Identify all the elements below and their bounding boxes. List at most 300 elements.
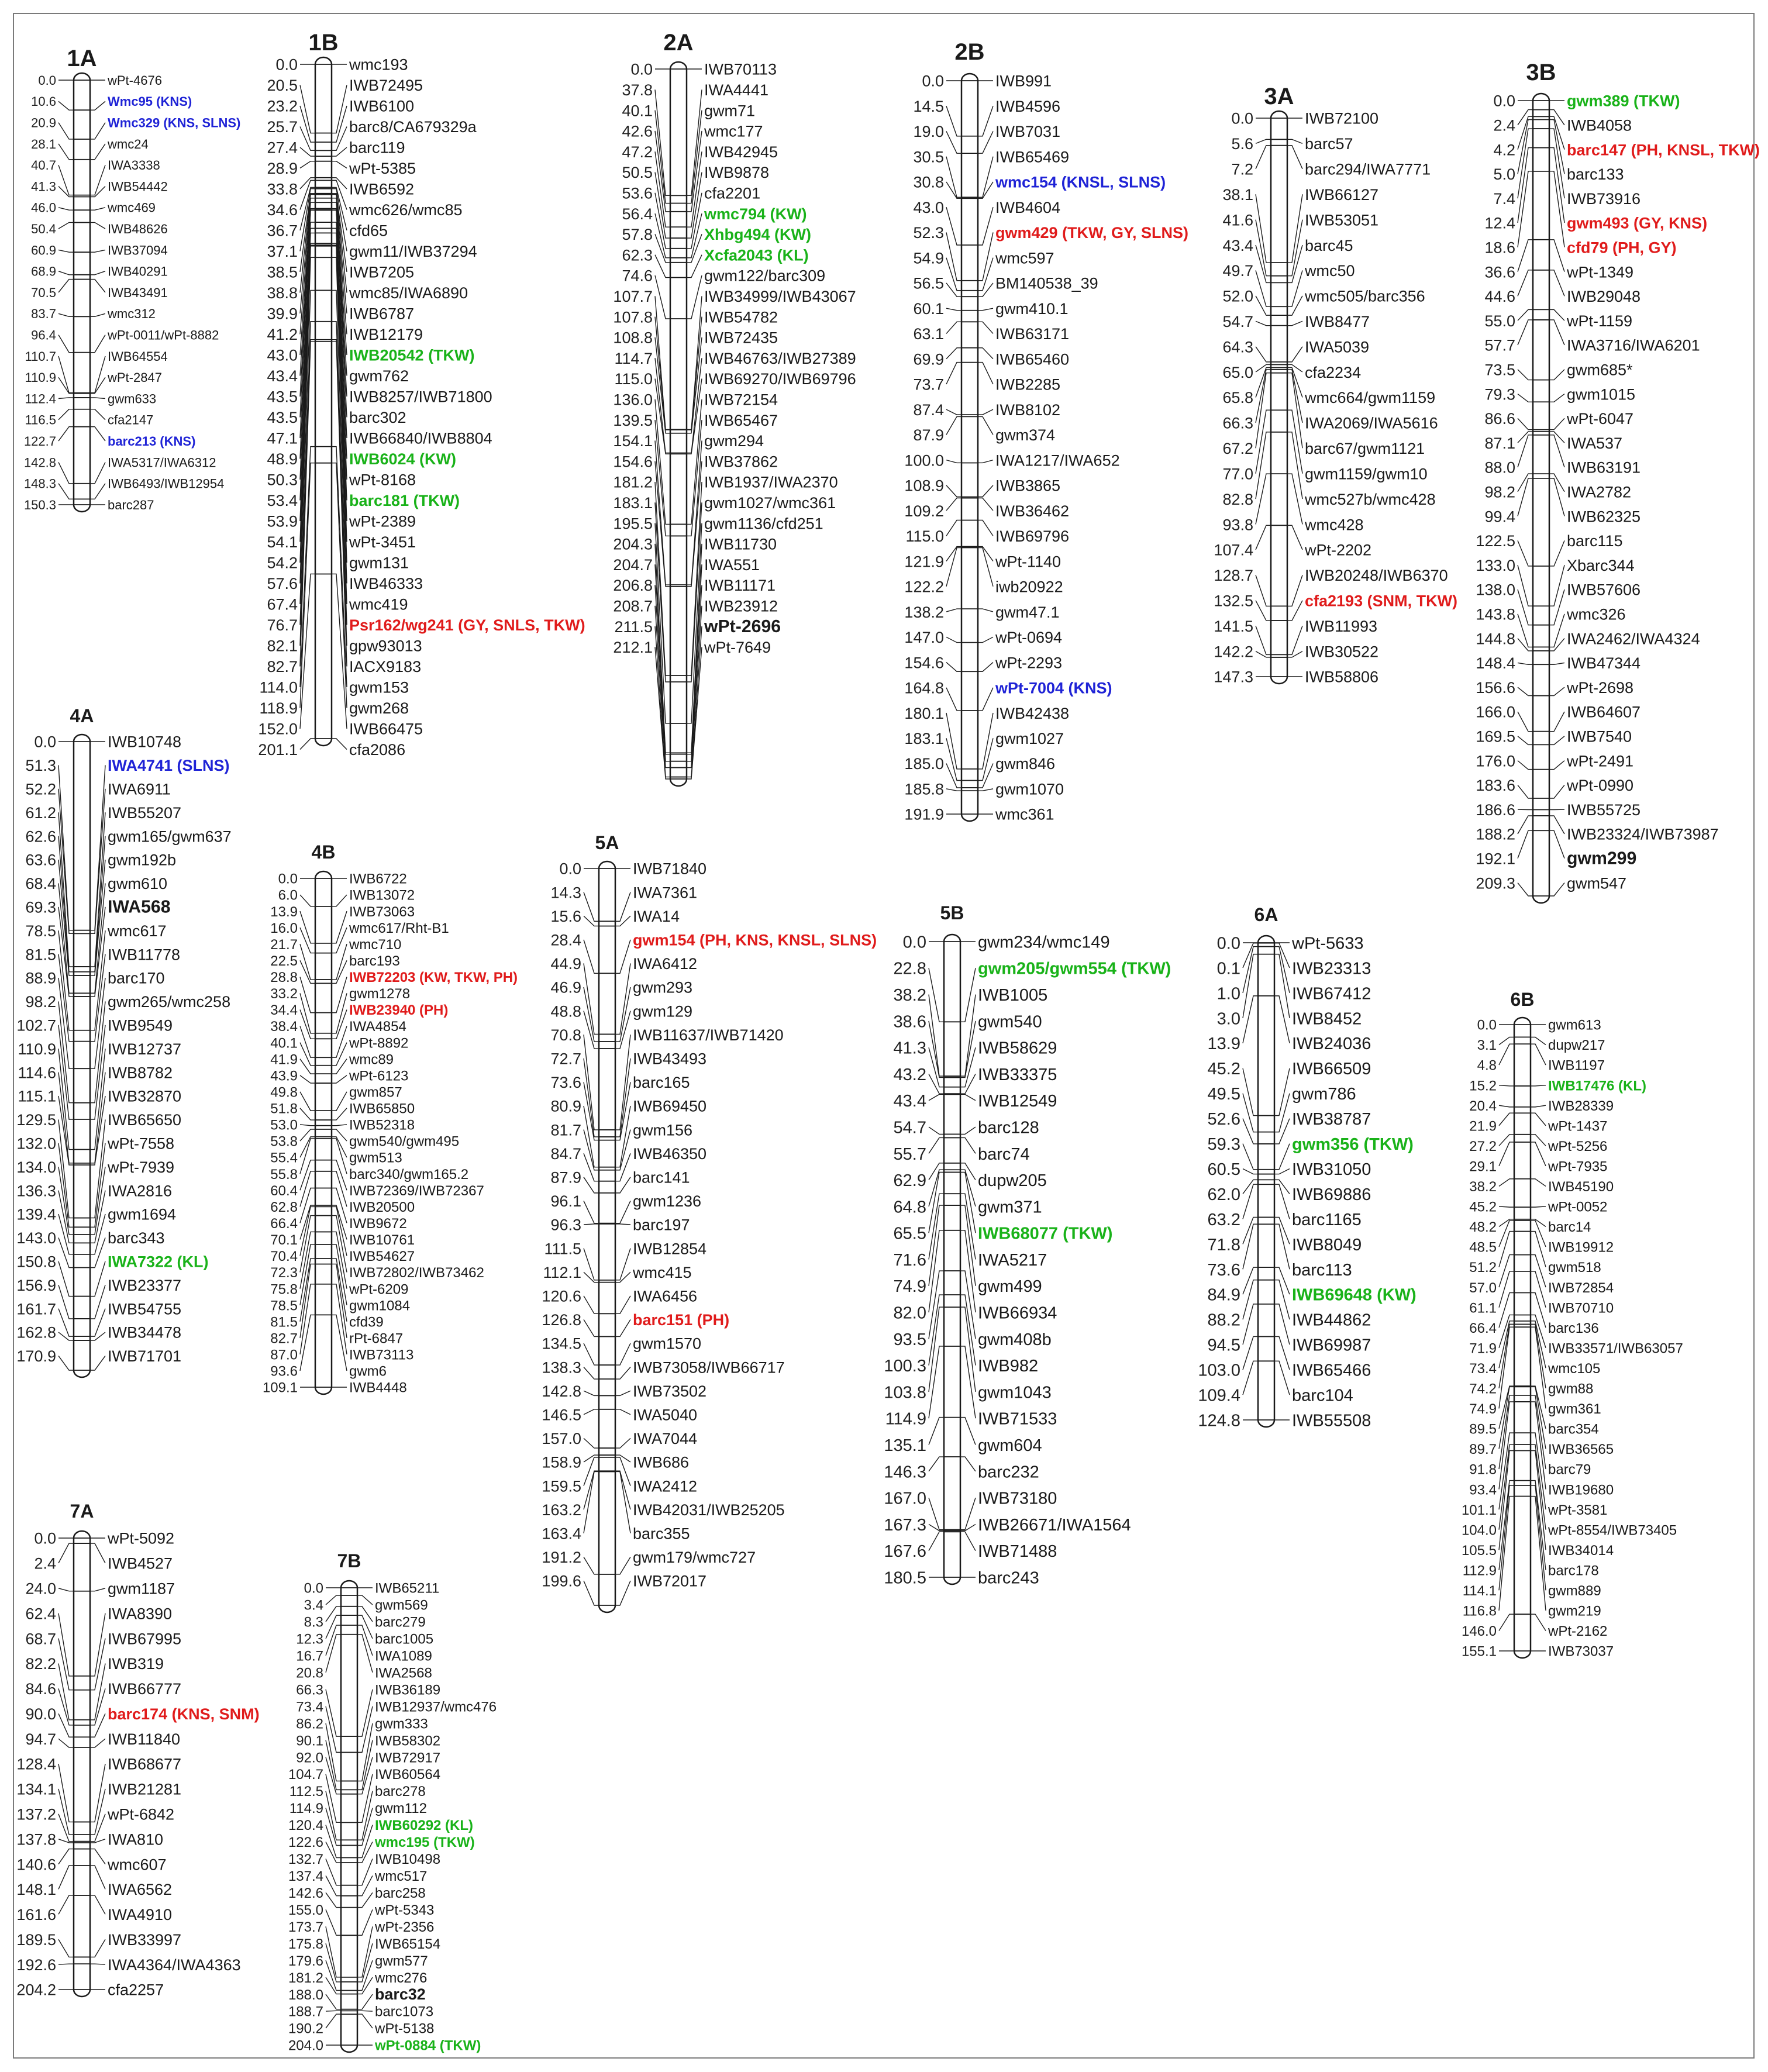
position-connector	[584, 1343, 599, 1365]
position-connector	[300, 85, 315, 133]
marker-position: 47.2	[622, 143, 653, 161]
label-connector	[978, 207, 993, 245]
position-connector	[1499, 1142, 1514, 1166]
marker-position: 86.6	[1484, 410, 1515, 428]
position-connector	[58, 1939, 74, 1957]
marker-position: 132.5	[1214, 592, 1253, 610]
label-connector	[615, 1557, 630, 1574]
marker-label: wPt-0990	[1567, 777, 1634, 795]
marker-position: 30.8	[913, 173, 944, 191]
marker-position: 81.5	[25, 946, 56, 964]
marker-label: IWA6456	[633, 1287, 698, 1305]
marker-label: IWB54442	[108, 179, 168, 194]
label-connector	[90, 1764, 105, 1822]
marker-label: wPt-8554/IWB73405	[1548, 1522, 1677, 1539]
label-connector	[90, 462, 105, 483]
label-connector	[90, 427, 105, 441]
marker-position: 122.5	[1476, 532, 1515, 550]
marker-position: 62.3	[622, 246, 653, 264]
marker-position: 8.3	[304, 1614, 323, 1630]
marker-label: IWB43493	[633, 1050, 707, 1068]
position-connector	[300, 1010, 315, 1039]
marker-label: IWB11171	[704, 577, 776, 595]
marker-label: IWB20248/IWB6370	[1305, 567, 1448, 585]
marker-label: gwm129	[633, 1002, 693, 1021]
label-connector	[615, 1296, 630, 1314]
marker-label: wPt-2491	[1567, 752, 1634, 770]
marker-position: 50.5	[622, 164, 653, 182]
marker-label: IWB73037	[1548, 1643, 1614, 1660]
marker-label: IWB8257/IWB71800	[349, 388, 492, 406]
marker-position: 122.2	[904, 578, 944, 596]
label-connector	[960, 1457, 976, 1471]
marker-label: gwm88	[1548, 1381, 1594, 1397]
marker-position: 72.3	[270, 1265, 298, 1281]
marker-label: IWA7322 (KL)	[108, 1253, 209, 1271]
marker-label: wmc664/gwm1159	[1305, 389, 1436, 407]
marker-label: wPt-1349	[1567, 263, 1634, 281]
marker-position: 43.2	[893, 1065, 926, 1084]
marker-label: wmc154 (KNSL, SLNS)	[995, 173, 1166, 191]
label-connector	[615, 1455, 630, 1462]
marker-label: IWB23940 (PH)	[349, 1002, 449, 1019]
marker-position: 66.3	[1222, 414, 1253, 432]
marker-label: gwm371	[978, 1198, 1042, 1217]
marker-label: barc181 (TKW)	[349, 492, 460, 510]
marker-label: barc115	[1567, 532, 1623, 550]
marker-position: 54.7	[1222, 312, 1253, 330]
position-connector	[326, 1909, 341, 1935]
marker-label: gwm361	[1548, 1401, 1601, 1418]
marker-position: 44.6	[1484, 288, 1515, 306]
position-connector	[300, 928, 315, 953]
marker-position: 13.9	[270, 904, 298, 920]
marker-label: barc8/CA679329a	[349, 118, 477, 136]
marker-label: IWB11840	[108, 1730, 181, 1748]
marker-position: 0.0	[1216, 934, 1240, 953]
marker-label: wPt-7649	[704, 639, 771, 657]
marker-label: IACX9183	[349, 658, 422, 676]
label-connector	[1287, 474, 1302, 524]
label-connector	[1274, 1094, 1290, 1132]
marker-gwm410-1	[913, 300, 1068, 318]
chromosome-bar	[1533, 94, 1549, 903]
label-connector	[90, 250, 105, 252]
marker-label: IWB71533	[978, 1409, 1057, 1429]
marker-position: 147.3	[1214, 668, 1253, 686]
position-connector	[300, 739, 315, 750]
marker-wpt-5256	[1469, 1135, 1607, 1154]
chromosome-2b	[904, 39, 1188, 823]
marker-position: 2.4	[1493, 116, 1515, 135]
position-connector	[655, 131, 670, 212]
label-connector	[357, 1977, 373, 1994]
marker-label: wmc505/barc356	[1305, 287, 1425, 305]
position-connector	[1518, 394, 1533, 402]
marker-position: 40.1	[270, 1035, 298, 1051]
marker-position: 43.5	[267, 409, 298, 427]
marker-label: cfa2257	[108, 1981, 164, 1999]
marker-position: 136.0	[613, 391, 653, 409]
marker-position: 188.0	[288, 1987, 323, 2003]
marker-label: cfd79 (PH, GY)	[1567, 239, 1677, 257]
marker-position: 142.8	[23, 455, 56, 470]
position-connector	[1518, 687, 1533, 695]
marker-label: gwm268	[349, 699, 409, 718]
marker-position: 98.2	[25, 993, 56, 1011]
marker-label: gwm408b	[978, 1330, 1052, 1349]
position-connector	[946, 409, 961, 415]
marker-position: 111.5	[544, 1240, 581, 1258]
marker-label: wPt-5385	[349, 160, 416, 178]
position-connector	[300, 1129, 315, 1141]
marker-label: IWB73502	[633, 1382, 707, 1400]
marker-label: IWB43491	[108, 285, 168, 300]
marker-wmc312	[31, 306, 156, 321]
label-connector	[615, 1367, 630, 1379]
label-connector	[615, 1319, 630, 1336]
marker-position: 114.1	[1462, 1583, 1497, 1599]
marker-label: IWB9672	[349, 1215, 407, 1232]
marker-position: 43.4	[1222, 236, 1253, 254]
chromosome-title: 2A	[663, 30, 694, 56]
marker-label: Wmc95 (KNS)	[108, 94, 192, 109]
marker-position: 148.3	[23, 476, 56, 491]
marker-label: IWB30522	[1305, 643, 1379, 661]
position-connector	[300, 1108, 315, 1120]
marker-position: 87.9	[550, 1168, 581, 1187]
label-connector	[357, 1625, 373, 1656]
marker-iwb55508	[1198, 1411, 1371, 1430]
position-connector	[58, 144, 74, 160]
marker-label: gwm11/IWB37294	[349, 243, 477, 261]
marker-label: gwm165/gwm637	[108, 828, 232, 846]
position-connector	[655, 275, 670, 319]
marker-position: 53.0	[270, 1117, 298, 1133]
marker-cfd79-ph-gy	[1484, 171, 1676, 257]
chromosome-title: 6A	[1254, 904, 1278, 925]
marker-label: IWB65211	[375, 1580, 440, 1597]
position-connector	[58, 1663, 74, 1719]
marker-position: 49.5	[1207, 1085, 1240, 1104]
label-connector	[978, 232, 993, 280]
marker-position: 29.1	[1469, 1159, 1497, 1175]
label-connector	[1531, 1142, 1546, 1166]
marker-label: IWB71488	[978, 1542, 1057, 1561]
position-connector	[584, 1296, 599, 1314]
marker-position: 132.7	[288, 1852, 323, 1868]
marker-label: Xcfa2043 (KL)	[704, 246, 809, 264]
marker-position: 0.0	[34, 1529, 56, 1547]
marker-position: 74.9	[1469, 1401, 1497, 1418]
marker-label: IWB6100	[349, 97, 415, 115]
marker-position: 60.5	[1207, 1160, 1240, 1179]
marker-iwb63171	[913, 322, 1069, 343]
marker-position: 0.0	[38, 73, 56, 88]
marker-wpt-2293	[904, 654, 1062, 671]
marker-position: 137.2	[16, 1805, 56, 1823]
marker-position: 138.0	[1476, 581, 1515, 599]
marker-barc243	[884, 1568, 1039, 1587]
marker-iwb58806	[1214, 668, 1378, 686]
position-connector	[58, 409, 74, 420]
position-connector	[300, 1125, 315, 1126]
marker-label: IWB29048	[1567, 288, 1641, 306]
marker-position: 156.6	[1476, 678, 1515, 697]
marker-label: IWB65460	[995, 350, 1070, 368]
marker-position: 0.1	[1216, 959, 1240, 978]
marker-position: 161.6	[16, 1906, 56, 1924]
marker-label: IWB33997	[108, 1930, 182, 1949]
chromosome-bar	[944, 935, 960, 1584]
marker-position: 52.3	[913, 224, 944, 242]
marker-position: 188.7	[288, 2004, 323, 2020]
marker-position: 87.9	[913, 426, 944, 444]
marker-label: wPt-5633	[1292, 934, 1364, 953]
position-connector	[300, 1205, 315, 1239]
marker-gwm179-wmc727	[542, 1549, 756, 1574]
label-connector	[332, 1059, 347, 1074]
marker-label: gwm577	[375, 1953, 428, 1969]
marker-position: 48.8	[550, 1002, 581, 1021]
marker-label: IWA4910	[108, 1906, 173, 1924]
marker-position: 14.3	[550, 884, 581, 902]
marker-label: IWB36189	[375, 1682, 441, 1698]
marker-position: 43.5	[267, 388, 298, 406]
label-connector	[90, 1866, 105, 1890]
marker-gwm547	[1476, 874, 1626, 896]
marker-iwb23324-iwb73987	[1476, 816, 1718, 843]
position-connector	[584, 892, 599, 922]
marker-position: 0.0	[275, 56, 298, 74]
marker-label: barc104	[1292, 1386, 1353, 1405]
marker-label: IWB72854	[1548, 1280, 1614, 1296]
marker-position: 170.9	[16, 1347, 56, 1366]
marker-position: 93.5	[893, 1330, 926, 1349]
marker-position: 70.1	[270, 1232, 298, 1249]
marker-iwb4448	[263, 1380, 407, 1396]
marker-label: IWB66934	[978, 1304, 1057, 1323]
marker-position: 51.3	[25, 757, 56, 775]
position-connector	[58, 1849, 74, 1864]
marker-label: wPt-8168	[349, 471, 416, 489]
position-connector	[58, 1789, 74, 1835]
marker-position: 163.2	[542, 1501, 581, 1519]
position-connector	[58, 398, 74, 399]
label-connector	[978, 322, 993, 333]
marker-cfa2234	[1222, 364, 1361, 381]
marker-label: barc136	[1548, 1320, 1599, 1336]
label-connector	[1287, 220, 1302, 276]
marker-label: IWA2462/IWA4324	[1567, 630, 1700, 648]
label-connector	[332, 127, 347, 151]
marker-label: IWB46763/IWB27389	[704, 349, 856, 367]
label-connector	[90, 1588, 105, 1591]
marker-label: gwm131	[349, 554, 409, 572]
label-connector	[615, 1082, 630, 1140]
position-connector	[58, 427, 74, 441]
marker-label: gwm889	[1548, 1583, 1601, 1599]
position-connector	[1518, 785, 1533, 798]
marker-label: IWB44862	[1292, 1311, 1371, 1330]
marker-position: 62.8	[270, 1199, 298, 1215]
marker-position: 41.9	[270, 1051, 298, 1068]
marker-position: 27.4	[267, 139, 298, 157]
marker-label: gwm1043	[978, 1383, 1052, 1402]
marker-position: 52.0	[1222, 287, 1253, 305]
chromosome-bar	[315, 57, 332, 746]
marker-label: wmc195 (TKW)	[375, 1835, 475, 1851]
label-connector	[90, 165, 105, 195]
marker-label: gwm1570	[633, 1335, 702, 1353]
marker-position: 142.6	[288, 1885, 323, 1901]
marker-label: IWB58806	[1305, 668, 1379, 686]
marker-label: IWA4441	[704, 81, 769, 99]
marker-label: IWB19680	[1548, 1482, 1614, 1498]
marker-position: 124.8	[1198, 1411, 1240, 1430]
label-connector	[332, 1075, 347, 1083]
marker-label: gwm513	[349, 1150, 402, 1166]
label-connector	[978, 363, 993, 384]
marker-iwb73037	[1462, 1644, 1614, 1660]
marker-label: IWB69987	[1292, 1336, 1371, 1355]
marker-position: 38.8	[267, 284, 298, 302]
marker-label: wPt-2847	[108, 370, 162, 385]
marker-label: IWB54627	[349, 1249, 415, 1265]
marker-position: 82.7	[267, 658, 298, 676]
marker-position: 6.0	[278, 887, 298, 904]
position-connector	[1518, 639, 1533, 651]
marker-position: 64.8	[893, 1198, 926, 1217]
marker-label: barc74	[978, 1144, 1030, 1164]
marker-position: 20.9	[31, 115, 56, 130]
marker-label: wmc50	[1305, 262, 1355, 280]
marker-label: IWB72203 (KW, TKW, PH)	[349, 970, 518, 986]
label-connector	[90, 1309, 105, 1337]
label-connector	[1274, 1280, 1290, 1320]
label-connector	[960, 1498, 976, 1530]
marker-gwm613	[1477, 1018, 1601, 1033]
position-connector	[1518, 712, 1533, 732]
marker-position: 38.2	[1469, 1179, 1497, 1195]
position-connector	[1256, 296, 1271, 315]
marker-position: 0.0	[559, 860, 581, 878]
position-connector	[946, 131, 961, 153]
marker-position: 28.9	[267, 160, 298, 178]
marker-label: Psr162/wg241 (GY, SNLS, TKW)	[349, 616, 585, 635]
label-connector	[1287, 410, 1302, 474]
marker-label: IWB6493/IWB12954	[108, 476, 225, 491]
marker-position: 189.5	[16, 1930, 56, 1949]
marker-label: IWA6562	[108, 1881, 173, 1899]
marker-label: gwm410.1	[995, 299, 1069, 318]
marker-wpt-0694	[904, 629, 1062, 646]
marker-position: 71.8	[1207, 1235, 1240, 1254]
label-connector	[1531, 1232, 1546, 1267]
label-connector	[357, 1635, 373, 1673]
label-connector	[90, 1096, 105, 1165]
marker-iwa7044	[542, 1430, 697, 1448]
marker-label: IWB45190	[1548, 1179, 1614, 1195]
marker-label: IWB23912	[704, 597, 778, 615]
label-connector	[1531, 1485, 1546, 1590]
marker-position: 96.3	[550, 1216, 581, 1234]
marker-label: gwm685*	[1567, 361, 1633, 379]
label-connector	[90, 1356, 105, 1370]
marker-label: IWB68677	[108, 1755, 182, 1773]
marker-position: 52.2	[25, 780, 56, 798]
position-connector	[326, 1625, 341, 1656]
marker-label: IWB52318	[349, 1117, 415, 1133]
position-connector	[1518, 614, 1533, 647]
marker-position: 0.0	[902, 933, 926, 952]
marker-iwa4364-iwa4363	[16, 1956, 240, 1974]
label-connector	[1549, 394, 1564, 402]
marker-iwb30522	[1214, 643, 1378, 660]
marker-label: IWB34999/IWB43067	[704, 288, 856, 306]
position-connector	[300, 993, 315, 1033]
label-connector	[1287, 364, 1302, 372]
position-connector	[655, 337, 670, 433]
label-connector	[978, 308, 993, 311]
marker-label: cfd39	[349, 1314, 384, 1330]
label-connector	[90, 1839, 105, 1843]
marker-label: IWB11637/IWB71420	[633, 1026, 784, 1044]
marker-iwb72017	[542, 1573, 706, 1605]
marker-iwb6493-iwb12954	[24, 477, 224, 499]
marker-label: IWB69450	[633, 1097, 707, 1115]
marker-position: 0.0	[1231, 109, 1253, 127]
chromosome-title: 4A	[70, 705, 94, 726]
position-connector	[326, 1825, 341, 1857]
marker-position: 105.5	[1461, 1542, 1497, 1559]
label-connector	[90, 1639, 105, 1690]
marker-position: 4.2	[1493, 141, 1515, 159]
position-connector	[326, 1892, 341, 1907]
marker-position: 51.2	[1469, 1260, 1497, 1276]
marker-position: 141.5	[1214, 617, 1253, 635]
marker-position: 204.7	[613, 556, 653, 574]
marker-label: wmc326	[1567, 605, 1626, 623]
marker-label: IWB72369/IWB72367	[349, 1182, 484, 1199]
marker-label: gwm47.1	[995, 603, 1060, 621]
label-connector	[90, 1814, 105, 1842]
position-connector	[1518, 565, 1533, 606]
marker-position: 34.6	[267, 201, 298, 219]
marker-position: 59.3	[1207, 1135, 1240, 1154]
marker-iwb33375	[894, 1066, 1057, 1094]
label-connector	[978, 609, 993, 612]
marker-label: IWB72495	[349, 77, 423, 95]
marker-label: IWB48626	[108, 222, 168, 237]
marker-position: 68.4	[25, 875, 56, 893]
marker-position: 0.0	[630, 60, 653, 78]
position-connector	[1518, 320, 1533, 345]
position-connector	[1499, 1113, 1514, 1126]
position-connector	[1499, 1179, 1514, 1187]
position-connector	[584, 1557, 599, 1574]
marker-position: 63.1	[913, 325, 944, 343]
marker-position: 53.6	[622, 184, 653, 202]
position-connector	[1518, 663, 1533, 664]
chromosome-bar	[74, 735, 90, 1377]
marker-position: 208.7	[613, 597, 653, 615]
marker-iwb48626	[31, 222, 168, 236]
marker-label: cfa2193 (SNM, TKW)	[1305, 592, 1458, 610]
marker-position: 146.3	[884, 1463, 926, 1482]
marker-label: wmc276	[375, 1970, 428, 1986]
position-connector	[1243, 1184, 1258, 1219]
